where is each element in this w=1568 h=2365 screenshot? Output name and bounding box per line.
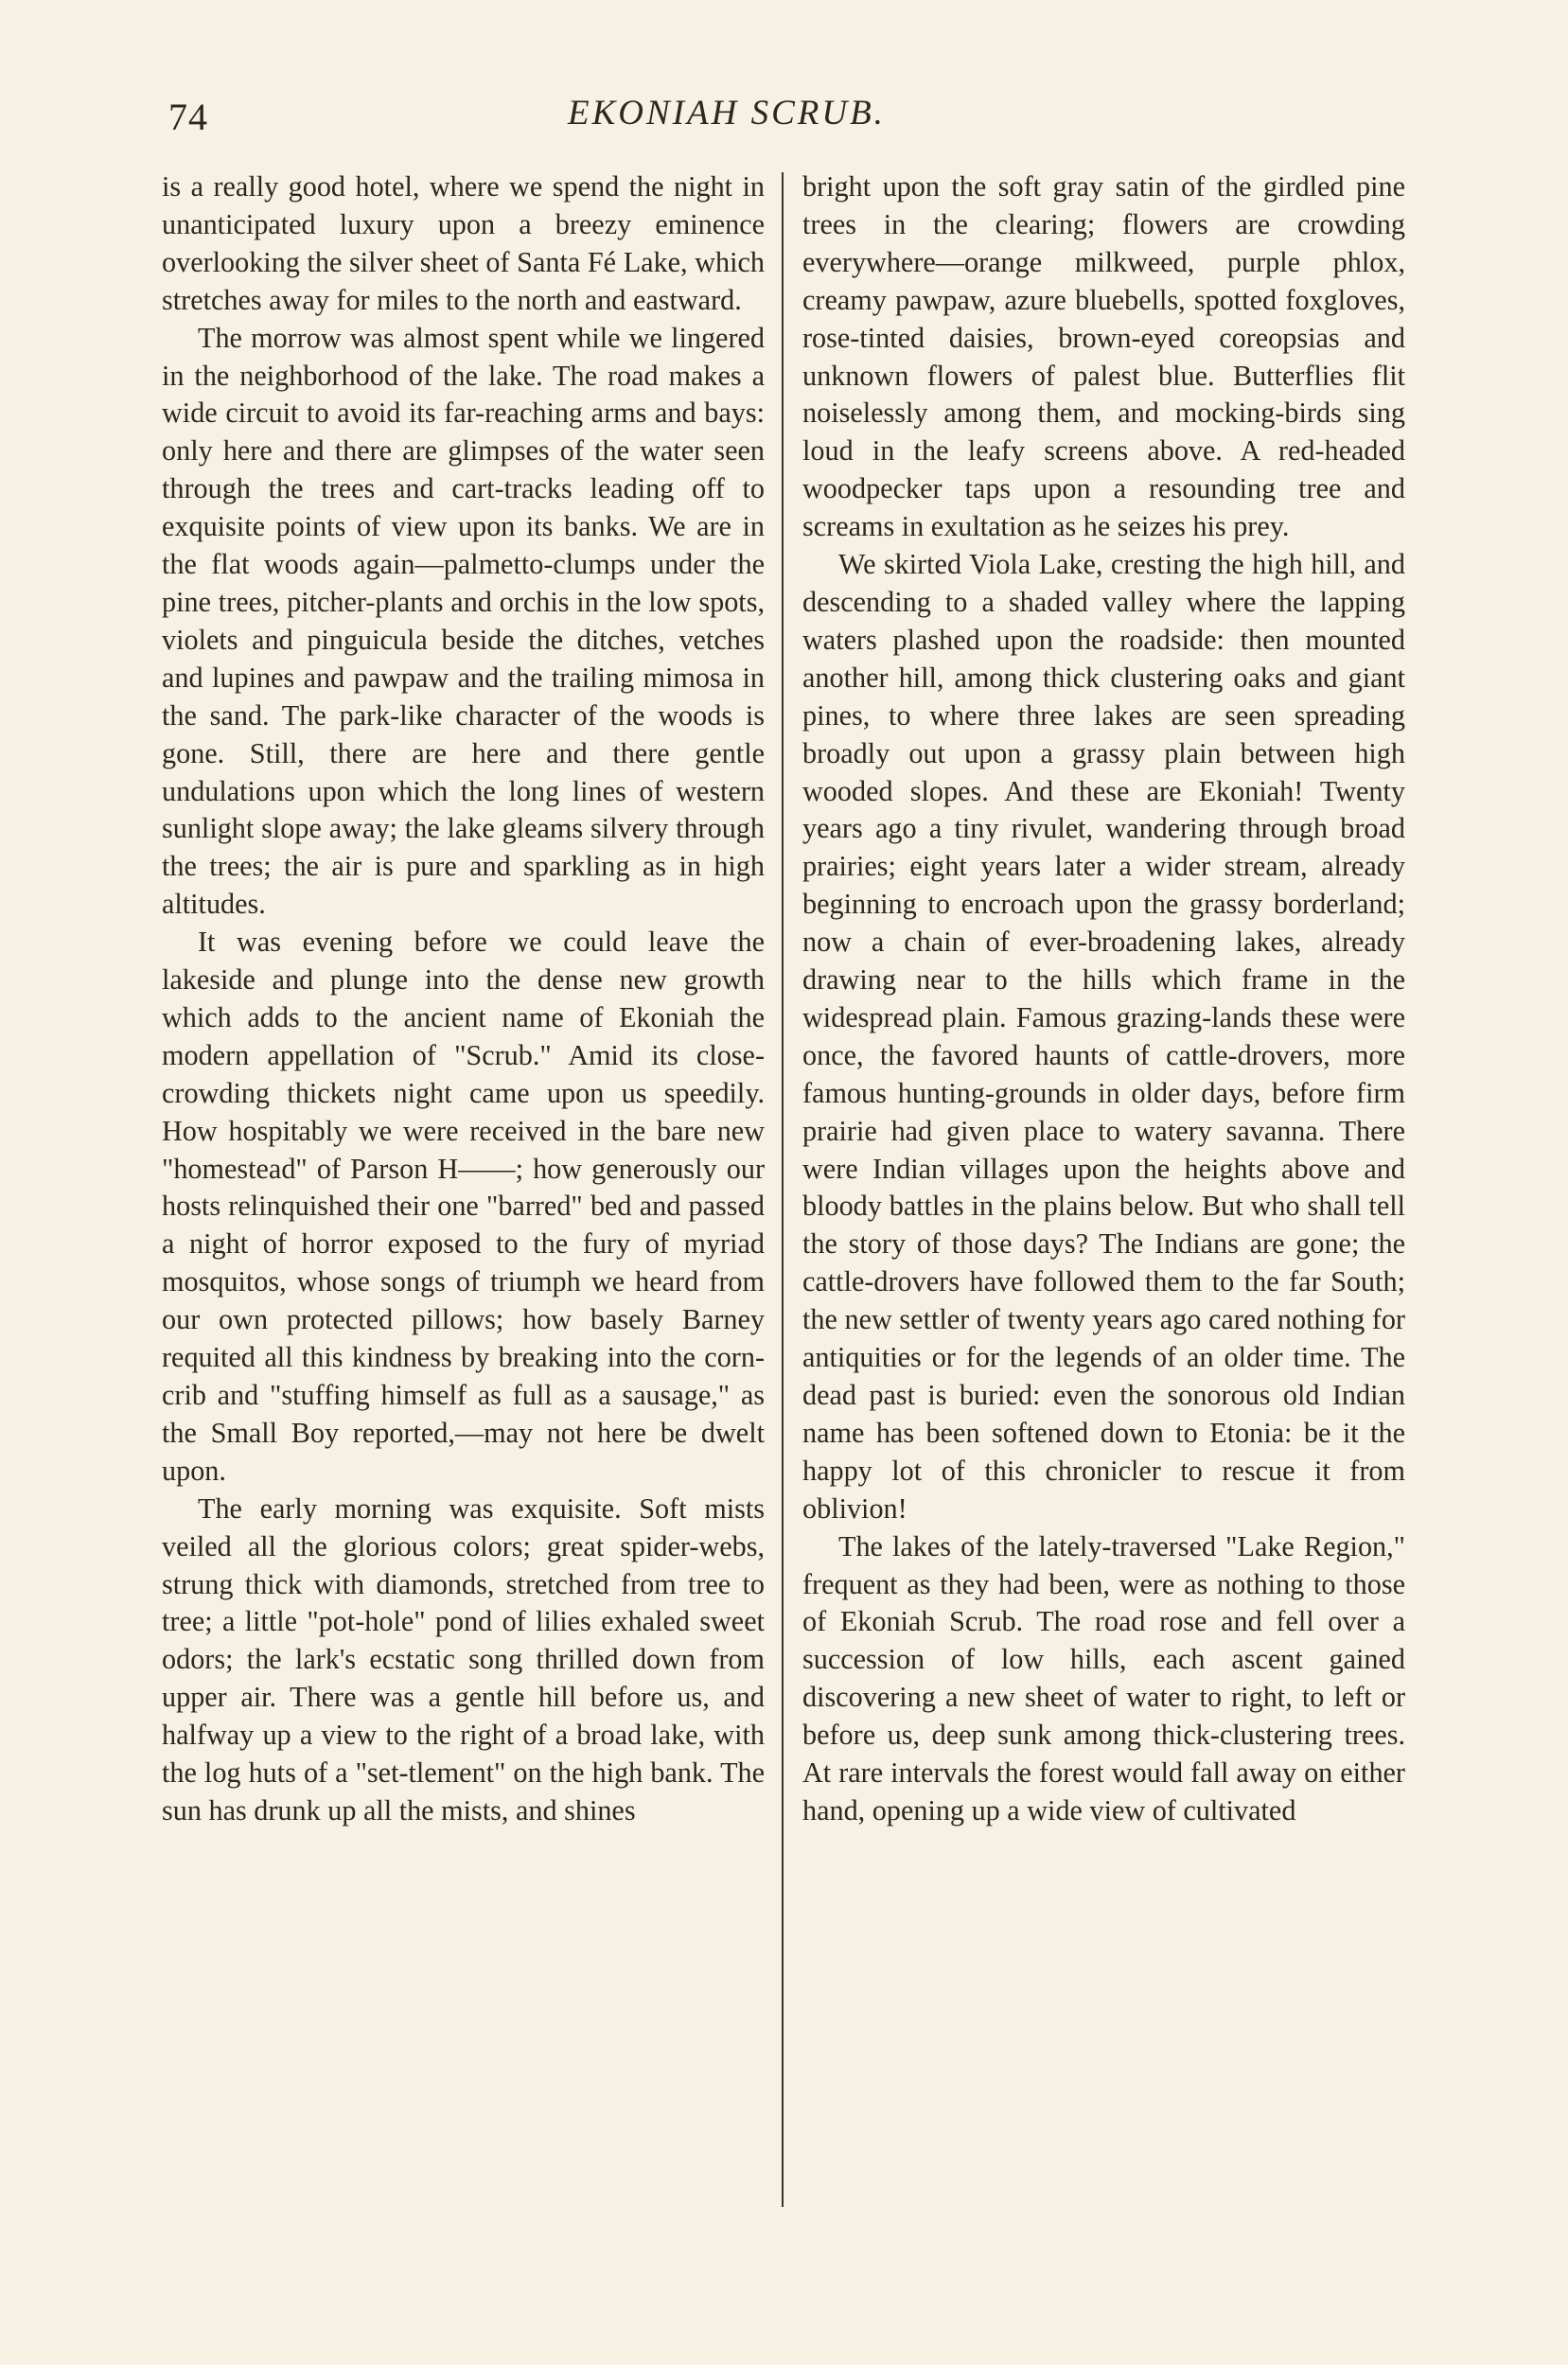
right-column bbox=[802, 168, 1405, 1830]
running-title: EKONIAH SCRUB. bbox=[568, 94, 886, 132]
column-divider bbox=[782, 172, 784, 2207]
paragraph: bright upon the soft gray satin of the girdled pine trees in the clearing; flowers are crowding everywhere—orange milkweed, purple phlox, creamy pawpaw, azure bluebells, spotted foxgloves, rose-tinted daisies, brown-eyed coreopsias and unknown flowers of palest blue. Butterflies flit noiselessly among them, and mocking-birds sing loud in the leafy screens above. A red-headed woodpecker taps upon a resounding tree and screams in exultation as he seizes his prey. bbox=[802, 170, 1405, 543]
paragraph: We skirted Viola Lake, cresting the high hill, and descending to a shaded valley where the lapping waters plashed upon the roadside: then mounted another hill, among thick clustering oaks and giant pines, to where three lakes are seen spreading broadly out upon a grassy plain between high wooded slopes. And these are Ekoniah! Twenty years ago a tiny rivulet, wandering through broad prairies; eight years later a wider stream, already beginning to encroach upon the grassy borderland; now a chain of ever-broadening lakes, already drawing near to the hills which frame in the widespread plain. Famous grazing-lands these were once, the favored haunts of cattle-drovers, more famous hunting-grounds in older days, before firm prairie had given place to watery savanna. There were Indian villages upon the heights above and bloody battles in the plains below. But who shall tell the story of those days? The Indians are gone; the cattle-drovers have followed them to the far South; the new settler of twenty years ago cared nothing for antiquities or for the legends of an older time. The dead past is buried: even the sonorous old Indian name has been softened down to Etonia: be it the happy lot of this chronicler to rescue it from oblivion! bbox=[802, 548, 1405, 1525]
left-column bbox=[162, 168, 765, 1830]
paragraph: The early morning was exquisite. Soft mists veiled all the glorious colors; great spider-webs, strung thick with diamonds, stretched from tree to tree; a little "pot-hole" pond of lilies exhaled sweet odors; the lark's ecstatic song thrilled down from upper air. There was a gentle hill before us, and halfway up a view to the right of a broad lake, with the log huts of a "set-tlement" on the high bank. The sun has drunk up all the mists, and shines bbox=[162, 1491, 765, 1827]
paragraph: is a really good hotel, where we spend the night in unanticipated luxury upon a breezy eminence overlooking the silver sheet of Santa Fé Lake, which stretches away for miles to the north and eastward. bbox=[162, 170, 765, 316]
paragraph: The lakes of the lately-traversed "Lake Region," frequent as they had been, were as nothing to those of Ekoniah Scrub. The road rose and fell over a succession of low hills, each ascent gained discovering a new sheet of water to right, to left or before us, deep sunk among thick-clustering trees. At rare intervals the forest would fall away on either hand, opening up a wide view of cultivated bbox=[802, 1529, 1405, 1827]
page-number: 74 bbox=[168, 96, 208, 138]
paragraph: The morrow was almost spent while we lingered in the neighborhood of the lake. The road makes a wide circuit to avoid its far-reaching arms and bays: only here and there are glimpses of the water seen through the trees and cart-tracks leading off to exquisite points of view upon its banks. We are in the flat woods again—palmetto-clumps under the pine trees, pitcher-plants and orchis in the low spots, violets and pinguicula beside the ditches, vetches and lupines and pawpaw and the trailing mimosa in the sand. The park-like character of the woods is gone. Still, there are here and there gentle undulations upon which the long lines of western sunlight slope away; the lake gleams silvery through the trees; the air is pure and sparkling as in high altitudes. bbox=[162, 321, 765, 921]
paragraph: It was evening before we could leave the lakeside and plunge into the dense new growth which adds to the ancient name of Ekoniah the modern appellation of "Scrub." Amid its close-crowding thickets night came upon us speedily. How hospitably we were received in the bare new "homestead" of Parson H——; how generously our hosts relinquished their one "barred" bed and passed a night of horror exposed to the fury of myriad mosquitos, whose songs of triumph we heard from our own protected pillows; how basely Barney requited all this kindness by breaking into the corn-crib and "stuffing himself as full as a sausage," as the Small Boy reported,—may not here be dwelt upon. bbox=[162, 926, 765, 1487]
